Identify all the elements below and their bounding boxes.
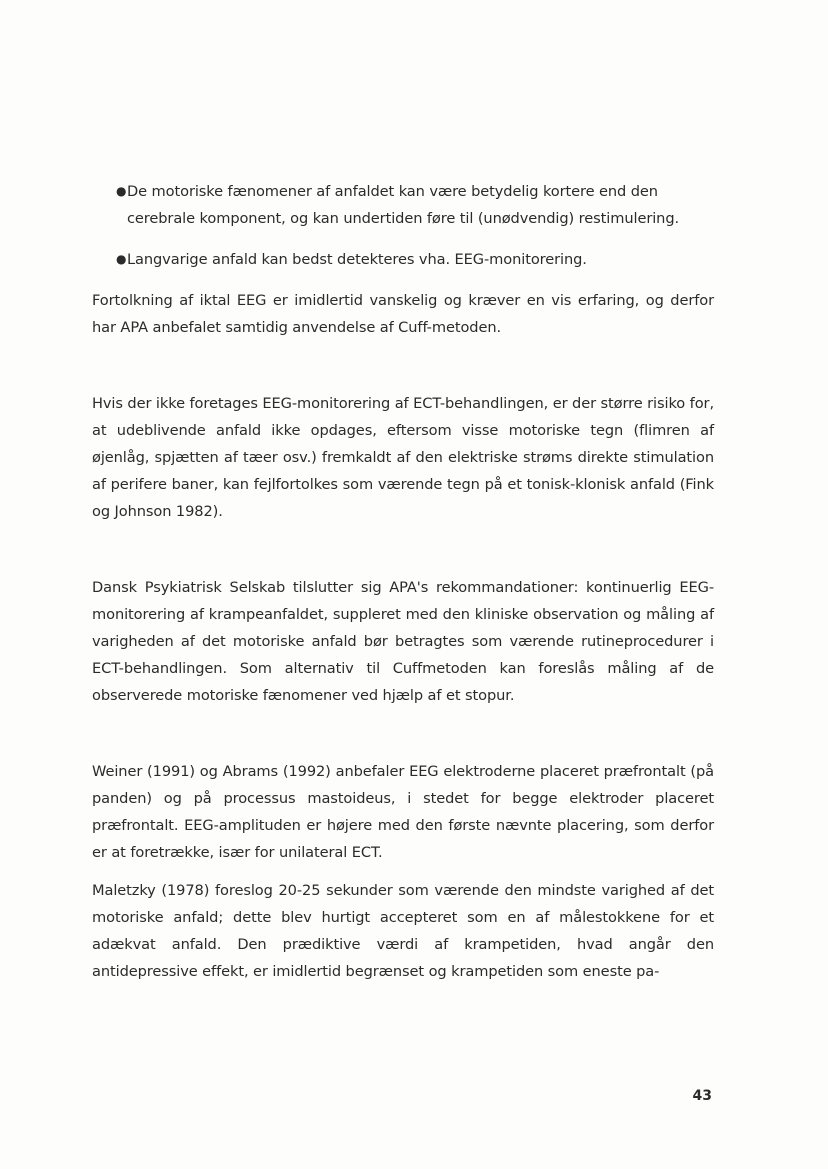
paragraph: Fortolkning af iktal EEG er imidlertid vanskelig og kræver en vis erfaring, og derfor har APA anbefalet samtidig anvendelse af Cuff-metoden. <box>92 292 714 336</box>
page-number: 43 <box>692 1088 712 1104</box>
page-content <box>92 178 714 985</box>
bullet-dot-icon: ● <box>116 184 127 198</box>
bullet-dot-icon: ● <box>116 252 127 266</box>
bullet-text: De motoriske fænomener af anfaldet kan være betydelig kortere end den cerebrale komponent, og kan undertiden føre til (unødvendig) restimulering. <box>127 183 680 227</box>
paragraph: Weiner (1991) og Abrams (1992) anbefaler EEG elektroderne placeret præfrontalt (på panden) og på processus mastoideus, i stedet for begge elektroder placeret præfrontalt. EEG-amplituden er højere med den første nævnte placering, som derfor er at foretrække, især for unilateral ECT. <box>92 763 714 861</box>
bullet-item <box>92 178 714 232</box>
bullet-text: Langvarige anfald kan bedst detekteres vha. EEG-monitorering. <box>127 251 587 268</box>
bullet-item <box>92 246 714 273</box>
bullet-list <box>92 178 714 273</box>
paragraph: Hvis der ikke foretages EEG-monitorering af ECT-behandlingen, er der større risiko for, at udeblivende anfald ikke opdages, eftersom visse motoriske tegn (flimren af øjenlåg, spjætten af tæer osv.) fremkaldt af den elektriske strøms direkte stimulation af perifere baner, kan fejlfortolkes som værende tegn på et tonisk-klonisk anfald (Fink og Johnson 1982). <box>92 395 714 520</box>
paragraph: Dansk Psykiatrisk Selskab tilslutter sig APA's rekommandationer: kontinuerlig EEG-monitorering af krampeanfaldet, suppleret med den kliniske observation og måling af varigheden af det motoriske anfald bør betragtes som værende rutineprocedurer i ECT-behandlingen. Som alternativ til Cuffmetoden kan foreslås måling af de observerede motoriske fænomener ved hjælp af et stopur. <box>92 579 714 704</box>
paragraph: Maletzky (1978) foreslog 20-25 sekunder som værende den mindste varighed af det motoriske anfald; dette blev hurtigt accepteret som en af målestokkene for et adækvat anfald. Den prædiktive værdi af krampetiden, hvad angår den antidepressive effekt, er imidlertid begrænset og krampetiden som eneste pa- <box>92 882 714 980</box>
